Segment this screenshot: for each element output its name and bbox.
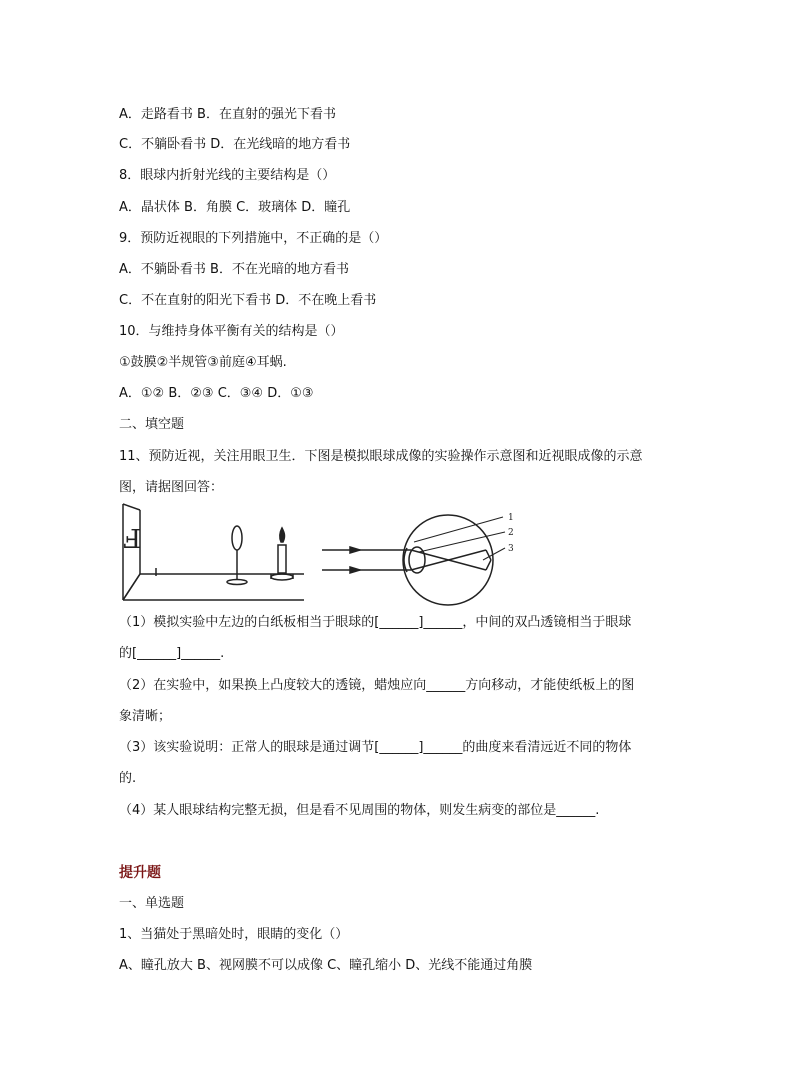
line-18: 的. <box>119 771 137 786</box>
line-8: ①鼓膜②半规管③前庭④耳蜗. <box>119 355 287 370</box>
board-image-letter: F <box>122 522 141 552</box>
line-13: （1）模拟实验中左边的白纸板相当于眼球的[______]______，中间的双凸透镜相当于眼球 <box>119 615 632 630</box>
line-23: A、瞳孔放大 B、视网膜不可以成像 C、瞳孔缩小 D、光线不能通过角膜 <box>119 958 533 973</box>
callout-2: 2 <box>508 528 514 538</box>
eye-diagram <box>322 515 505 605</box>
line-19: （4）某人眼球结构完整无损，但是看不见周围的物体，则发生病变的部位是______. <box>119 803 600 818</box>
table <box>123 574 304 600</box>
line-12: 图，请据图回答： <box>119 480 224 495</box>
line-9: A．①② B．②③ C．③④ D．①③ <box>119 386 314 401</box>
section-heading-fill: 二、填空题 <box>119 417 185 432</box>
line-17: （3）该实验说明：正常人的眼球是通过调节[______]______的曲度来看清远近不同的物体 <box>119 740 632 755</box>
line-2: 8．眼球内折射光线的主要结构是（） <box>119 168 336 183</box>
convex-lens <box>227 526 247 585</box>
section-heading-advanced: 提升题 <box>119 865 161 881</box>
section-heading-single: 一、单选题 <box>119 896 185 911</box>
line-11: 11、预防近视，关注用眼卫生．下图是模拟眼球成像的实验操作示意图和近视眼成像的示意 <box>119 449 643 464</box>
line-5: A．不躺卧看书 B．不在光暗的地方看书 <box>119 262 349 277</box>
candle <box>271 528 293 580</box>
line-16: 象清晰； <box>119 709 172 724</box>
line-4: 9．预防近视眼的下列措施中，不正确的是（） <box>119 231 388 246</box>
callout-1: 1 <box>508 513 514 523</box>
line-6: C．不在直射的阳光下看书 D．不在晚上看书 <box>119 293 377 308</box>
line-7: 10．与维持身体平衡有关的结构是（） <box>119 324 344 339</box>
line-15: （2）在实验中，如果换上凸度较大的透镜，蜡烛应向______方向移动，才能使纸板上的图 <box>119 678 635 693</box>
callout-3: 3 <box>508 544 514 554</box>
eye-experiment-figure <box>118 502 530 608</box>
line-0: A．走路看书 B．在直射的强光下看书 <box>119 107 336 122</box>
line-14: 的[______]______. <box>119 646 225 661</box>
line-1: C．不躺卧看书 D．在光线暗的地方看书 <box>119 137 351 152</box>
line-3: A．晶状体 B．角膜 C．玻璃体 D．瞳孔 <box>119 200 351 215</box>
line-22: 1、当猫处于黑暗处时，眼睛的变化（） <box>119 927 349 942</box>
